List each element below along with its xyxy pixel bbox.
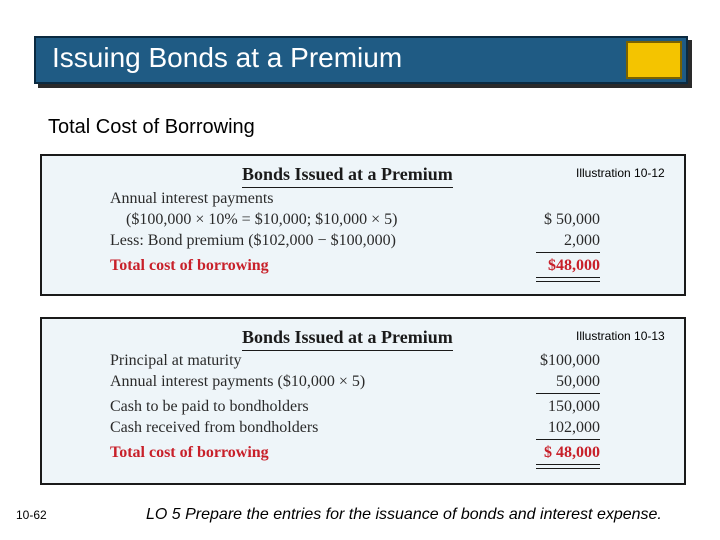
subtotal-underline [536, 252, 600, 253]
row-label: Annual interest payments ($10,000 × 5) [110, 373, 366, 390]
slide-number: 10-62 [16, 508, 47, 522]
title-bar [34, 36, 688, 84]
illustration-panel-10-13 [40, 317, 686, 485]
slide-title: Issuing Bonds at a Premium [52, 42, 403, 73]
row-label: Principal at maturity [110, 352, 242, 369]
row-label: Less: Bond premium ($102,000 − $100,000) [110, 232, 396, 249]
row-amount: 50,000 [556, 373, 600, 390]
total-amount: $ 48,000 [544, 444, 600, 461]
slide-subtitle: Total Cost of Borrowing [48, 116, 255, 138]
illustration-panel-10-12 [40, 154, 686, 296]
illustration-label: Illustration 10-13 [576, 329, 665, 343]
illustration-label: Illustration 10-12 [576, 166, 665, 180]
panel-heading: Bonds Issued at a Premium [242, 327, 453, 351]
subtotal-underline [536, 439, 600, 440]
title-accent-block [626, 41, 682, 79]
row-label: Cash to be paid to bondholders [110, 398, 309, 415]
row-amount: $100,000 [540, 352, 600, 369]
total-amount: $48,000 [548, 257, 600, 274]
total-double-underline [536, 464, 600, 469]
subtotal-underline [536, 393, 600, 394]
row-label: Cash received from bondholders [110, 419, 319, 436]
learning-objective: LO 5 Prepare the entries for the issuance of bonds and interest expense. [146, 506, 662, 523]
total-double-underline [536, 277, 600, 282]
total-label: Total cost of borrowing [110, 444, 269, 461]
row-amount: $ 50,000 [544, 211, 600, 228]
total-label: Total cost of borrowing [110, 257, 269, 274]
panel-heading: Bonds Issued at a Premium [242, 164, 453, 188]
row-label: Annual interest payments [110, 190, 274, 207]
row-amount: 102,000 [548, 419, 600, 436]
row-label: ($100,000 × 10% = $10,000; $10,000 × 5) [126, 211, 398, 228]
row-amount: 150,000 [548, 398, 600, 415]
row-amount: 2,000 [564, 232, 600, 249]
